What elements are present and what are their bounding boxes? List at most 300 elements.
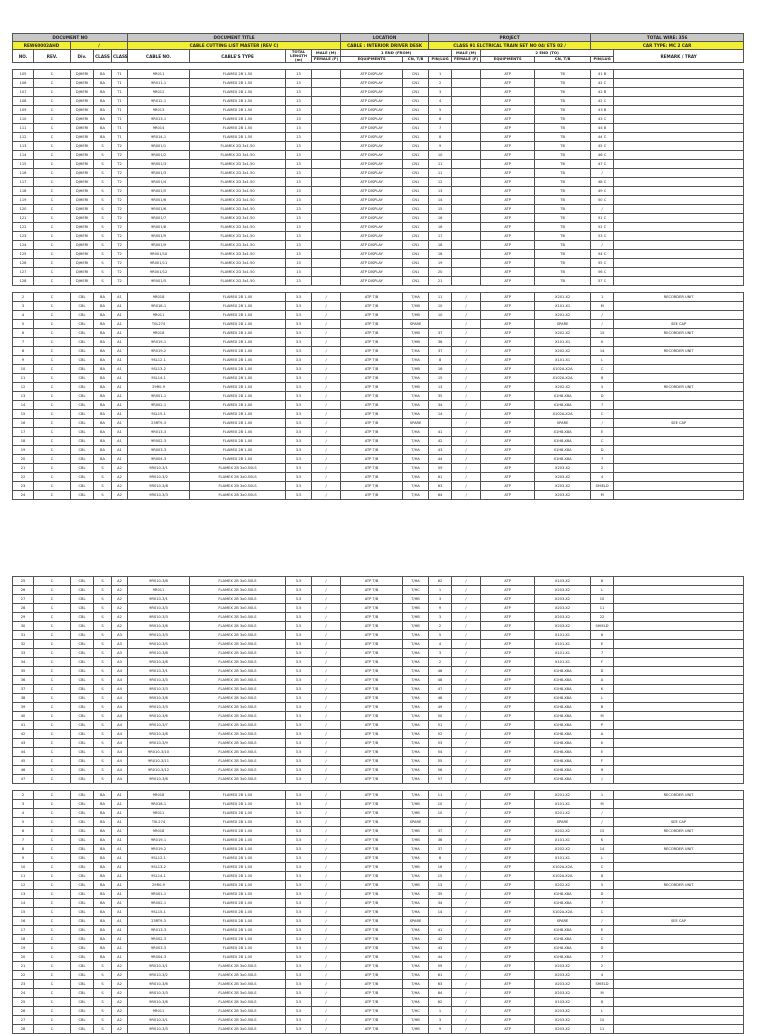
table-cell: 5 [429,631,452,640]
table-cell: / [591,311,614,320]
table-cell: / [312,748,341,757]
table-cell [614,133,744,142]
table-cell: / [312,791,341,800]
table-cell: 3.5 [286,962,312,971]
table-cell: C [34,962,71,971]
table-cell: 53 C [591,232,614,241]
table-row [13,836,744,845]
table-cell: CN1 [403,214,429,223]
table-cell: 3.5 [286,980,312,989]
table-cell: / [312,890,341,899]
table-cell: ATP [481,196,535,205]
table-cell: S [94,595,112,604]
table-row [13,595,744,604]
table-cell: / [452,971,481,980]
table-cell: ATP T/B [341,329,403,338]
table-cell: FLAMEX 2B 1.00 [190,791,286,800]
table-cell: D [591,944,614,953]
table-cell: 23 [13,482,34,491]
table-cell: F [591,658,614,667]
table-cell: A1 [112,854,128,863]
table-cell: 10 [429,800,452,809]
table-cell: C [34,97,71,106]
table-cell: / [312,464,341,473]
table-cell: FLAMEX 2D 3x1.50 [190,223,286,232]
table-cell: T2 [112,160,128,169]
table-row [13,712,744,721]
table-cell: / [312,649,341,658]
table-cell: 3.5 [286,926,312,935]
table-cell: S [94,775,112,784]
table-cell: FLAMEX 2B 1.00 [190,926,286,935]
table-cell: ATP T/B [341,863,403,872]
table-cell: ATP T/B [341,374,403,383]
table-cell: 36 [13,676,34,685]
table-cell: SHIELD [591,980,614,989]
table-cell: A1 [112,437,128,446]
table-row [13,241,744,250]
table-cell: X201-X2 [535,293,591,302]
table-cell: / [312,586,341,595]
table-cell: / [452,845,481,854]
table-cell: 59 [429,962,452,971]
table-cell: T/HA [403,854,429,863]
table-cell: ATP [481,818,535,827]
table-cell: 9R010-3/3 [128,703,190,712]
table-cell: DJHERI [71,259,94,268]
table-cell [614,250,744,259]
table-cell: / [312,613,341,622]
table-cell: ATP T/B [341,818,403,827]
table-cell: C [34,908,71,917]
table-cell: 9R011 [128,311,190,320]
table-cell: A2 [112,622,128,631]
table-cell: CBL [71,586,94,595]
table-cell: 35 [429,890,452,899]
table-cell [452,277,481,286]
table-cell [614,232,744,241]
table-cell: 9R019-2 [128,845,190,854]
table-cell: ATP T/B [341,649,403,658]
table-cell [452,196,481,205]
table-cell: ATP [481,694,535,703]
table-cell: ATP T/B [341,908,403,917]
table-cell: 9R010-3/1 [128,1016,190,1025]
table-cell: 3.5 [286,293,312,302]
table-cell: CBL [71,613,94,622]
table-cell: 9R001/10 [128,250,190,259]
table-cell: CBL [71,604,94,613]
table-cell: X102A-X2A [535,872,591,881]
table-row [13,917,744,926]
table-cell: D [591,667,614,676]
table-cell: C [591,410,614,419]
table-cell: 16 [13,419,34,428]
table-cell: FLAMEX 2B 3x0.50LS [190,989,286,998]
table-cell: ATP [481,721,535,730]
table-cell: A1 [112,311,128,320]
table-cell [452,169,481,178]
table-cell: BA [94,320,112,329]
table-cell: 10 [429,311,452,320]
table-cell: FLAMEX 2B 1.00 [190,944,286,953]
table-cell: ATP DISPLAY [341,277,403,286]
table-cell: 13 [286,259,312,268]
table-cell: ATP [481,944,535,953]
table-cell: 9R010-3/8 [128,649,190,658]
table-cell [312,259,341,268]
table-cell: 46 C [591,151,614,160]
table-cell: / [312,622,341,631]
table-cell: X101-X1 [535,649,591,658]
table-cell: 121 [13,214,34,223]
table-cell: L [591,694,614,703]
table-cell: SPARE [403,419,429,428]
table-cell: 7 [591,953,614,962]
table-cell: 19 [429,259,452,268]
table-cell: 105 [13,70,34,79]
project-heading: PROJECT [429,34,591,42]
table-cell: ATP DISPLAY [341,205,403,214]
table-cell: CBL [71,1016,94,1025]
table-cell: FLAMEX 2B 1.00 [190,953,286,962]
table-cell: ATP T/B [341,836,403,845]
table-cell: T/HA [403,428,429,437]
table-cell: X203-X2 [535,604,591,613]
table-row [13,169,744,178]
table-cell: FLAMEX 2B 3x0.50LS [190,775,286,784]
table-cell: SPARE [535,320,591,329]
table-cell: 3 [429,88,452,97]
table-cell: ATP [481,223,535,232]
table-cell: ATP [481,169,535,178]
table-cell: TB [535,70,591,79]
table-cell: FLAMEX 2B 1.00 [190,401,286,410]
table-cell: CN1 [403,259,429,268]
table-cell: 9 [429,604,452,613]
table-row [13,667,744,676]
table-cell: 16 [429,223,452,232]
col-no: NO. [13,50,34,63]
table-cell: C [34,464,71,473]
table-cell: C [34,223,71,232]
table-cell: 9R003-3 [128,944,190,953]
table-cell: 36 [429,338,452,347]
table-cell: FLAMEX 2B 3x0.50LS [190,1016,286,1025]
table-cell: CBL [71,809,94,818]
table-cell: BA [94,383,112,392]
table-cell: CBL [71,473,94,482]
table-cell: ATP [481,1025,535,1034]
table-cell: SPARE [403,320,429,329]
table-cell: / [312,455,341,464]
table-cell: FLAMEX 2B 1.00 [190,863,286,872]
table-cell: 3.5 [286,739,312,748]
table-cell: / [312,881,341,890]
table-cell [312,178,341,187]
table-cell: CBL [71,998,94,1007]
table-cell: X203-X2 [535,491,591,500]
table-cell: 29R0-9 [128,881,190,890]
table-cell: FLAMEX 2B 3x0.50LS [190,595,286,604]
table-cell: C [34,944,71,953]
table-cell: 9R018-1 [128,302,190,311]
table-cell: 9R003-3 [128,446,190,455]
table-cell: FLAMEX 2D 3x1.50 [190,169,286,178]
table-cell [614,446,744,455]
page1-body [13,63,744,500]
table-cell: 37 [13,685,34,694]
table-cell: T2 [112,277,128,286]
table-cell: 34 [13,658,34,667]
table-cell: A1 [112,455,128,464]
table-cell: 3.5 [286,881,312,890]
table-cell: FLAMEX 2B 3x0.50LS [190,971,286,980]
table-cell: 3.5 [286,1007,312,1016]
table-cell [429,320,452,329]
table-cell: 3.5 [286,473,312,482]
table-cell: CN1 [403,250,429,259]
table-cell [614,953,744,962]
table-cell: RECORDER UNIT [614,347,744,356]
table-cell: / [452,455,481,464]
table-cell: 61 [429,971,452,980]
table-cell: 9SL13-2 [128,365,190,374]
table-cell: ATP [481,232,535,241]
table-cell: C [34,1007,71,1016]
table-cell: E [591,748,614,757]
table-cell: FLAMEX 2B 3x0.50LS [190,721,286,730]
table-cell: 11 [429,160,452,169]
table-cell [614,338,744,347]
table-cell: C [34,818,71,827]
table-cell: 9R010-3/3 [128,676,190,685]
table-cell: C [34,410,71,419]
table-cell: S [94,998,112,1007]
table-cell: 9R010-3/8 [128,658,190,667]
table-row [13,953,744,962]
table-cell: C [34,277,71,286]
table-cell: ATP [481,482,535,491]
table-cell: 1 [591,293,614,302]
table-cell: T/HA [403,464,429,473]
table-cell: 44 [13,748,34,757]
table-row [13,962,744,971]
table-cell: C [34,392,71,401]
table-cell [614,998,744,1007]
table-cell: X102A-X2A [535,908,591,917]
table-cell: C [34,250,71,259]
table-cell: 3.5 [286,998,312,1007]
table-row [13,649,744,658]
table-cell: ATP [481,595,535,604]
table-cell [614,491,744,500]
table-cell: 3.5 [286,437,312,446]
table-cell: / [452,649,481,658]
table-cell: C [34,631,71,640]
table-cell: 47 [13,775,34,784]
table-cell: / [312,482,341,491]
table-cell: ATP T/B [341,437,403,446]
table-cell: 13 [286,133,312,142]
table-cell: TB [535,97,591,106]
table-cell: ATP [481,998,535,1007]
table-cell: FLAMEX 2B 3x0.50LS [190,676,286,685]
table-cell: FLAMEX 2B 3x0.50LS [190,473,286,482]
table-cell: FLAMEX 2B 3x0.50LS [190,712,286,721]
table-cell: ATP [481,685,535,694]
table-cell: / [312,1007,341,1016]
table-cell: 9R010-3/2 [128,473,190,482]
table-cell: 9R010-3/8 [128,694,190,703]
table-cell: 9R010-3/8 [128,482,190,491]
table-cell: 9R010-3/1 [128,464,190,473]
table-row [13,980,744,989]
table-cell: TB [535,250,591,259]
table-cell: 2 [591,962,614,971]
table-cell: / [452,757,481,766]
table-cell: ATP T/B [341,410,403,419]
table-cell: / [452,854,481,863]
table-row [13,106,744,115]
table-cell: C [34,836,71,845]
table-cell: 9R010-3/3 [128,491,190,500]
table-cell: 26 [13,1007,34,1016]
table-cell: 4 [13,809,34,818]
table-cell [614,437,744,446]
table-cell: T/HA [403,676,429,685]
table-cell: / [591,818,614,827]
table-cell: CN1 [403,133,429,142]
table-cell: 116 [13,169,34,178]
table-cell: 3.5 [286,491,312,500]
table-cell: X203-X2 [535,586,591,595]
table-cell: DJHERI [71,241,94,250]
table-cell: ATP T/B [341,356,403,365]
table-cell: C [34,347,71,356]
table-cell: T/HA [403,631,429,640]
table-cell: S [94,577,112,586]
table-cell: T2 [112,196,128,205]
table-cell: ATP [481,935,535,944]
table-cell: A3 [112,649,128,658]
table-cell: T/HA [403,667,429,676]
table-cell [614,356,744,365]
table-cell: ATP [481,658,535,667]
table-row [13,392,744,401]
table-cell: T0L274 [128,818,190,827]
table-cell: ATP [481,160,535,169]
table-cell: FLAMEX 2B 3x0.50LS [190,730,286,739]
table-cell: A1 [112,356,128,365]
table-cell: BA [94,455,112,464]
table-cell: A4 [112,766,128,775]
table-cell: / [452,1007,481,1016]
table-cell: / [452,818,481,827]
table-cell: FLAMEX 2B 3x0.50LS [190,757,286,766]
table-cell: 3.5 [286,311,312,320]
table-cell: 53 [429,739,452,748]
table-cell: CN1 [403,124,429,133]
col-cable-no: CABLE NO. [128,50,190,63]
table-cell: 15 [13,908,34,917]
table-cell: S [94,971,112,980]
table-cell: 13 [13,392,34,401]
table-cell [614,595,744,604]
table-cell: C [34,259,71,268]
table-cell: C [34,980,71,989]
table-cell: ATP DISPLAY [341,169,403,178]
table-cell: C [34,586,71,595]
table-cell: T2 [112,268,128,277]
table-cell: 15 [591,827,614,836]
table-row [13,410,744,419]
table-cell: T/HB [403,365,429,374]
table-cell: C [34,881,71,890]
table-cell: CN1 [403,205,429,214]
table-cell: T/HA [403,980,429,989]
table-cell: A2 [112,989,128,998]
table-row [13,631,744,640]
table-cell: ATP [481,151,535,160]
table-cell: ATP [481,455,535,464]
table-cell: 13 [286,205,312,214]
table-row [13,604,744,613]
table-cell: 3.5 [286,302,312,311]
table-row [13,971,744,980]
table-cell: ATP [481,863,535,872]
table-cell: 9R001/6 [128,205,190,214]
table-cell [614,106,744,115]
table-cell: 48 [429,676,452,685]
table-cell: ATP T/B [341,971,403,980]
table-cell: X203-X2 [535,971,591,980]
table-cell: / [312,356,341,365]
table-cell: 13 [286,196,312,205]
table-cell: CBL [71,410,94,419]
table-row [13,827,744,836]
table-cell: 3.5 [286,971,312,980]
table-cell: S [94,241,112,250]
col-female-2: FEMALE (F) [452,56,481,63]
table-cell: 45 C [591,142,614,151]
table-cell: CN1 [403,232,429,241]
table-cell: 9R001/9 [128,232,190,241]
table-cell: 3.5 [286,908,312,917]
table-row [13,721,744,730]
table-cell: / [591,241,614,250]
table-cell: C [34,374,71,383]
table-cell: X1H8-X8A [535,392,591,401]
table-row [13,277,744,286]
table-cell: ATP [481,712,535,721]
col-div: Div. [71,50,94,63]
table-cell: X1H8-X8A [535,775,591,784]
table-cell: / [452,721,481,730]
table-cell: / [312,338,341,347]
table-cell: X1H8-X8A [535,694,591,703]
table-cell: 44 [429,455,452,464]
table-cell: / [452,374,481,383]
table-cell: 3.5 [286,935,312,944]
table-cell: D [591,446,614,455]
table-cell: 22 [13,971,34,980]
table-cell: 109 [13,106,34,115]
table-cell [614,899,744,908]
table-cell: 9R001/9 [128,241,190,250]
table-cell [452,223,481,232]
table-cell: 9SL14-1 [128,872,190,881]
